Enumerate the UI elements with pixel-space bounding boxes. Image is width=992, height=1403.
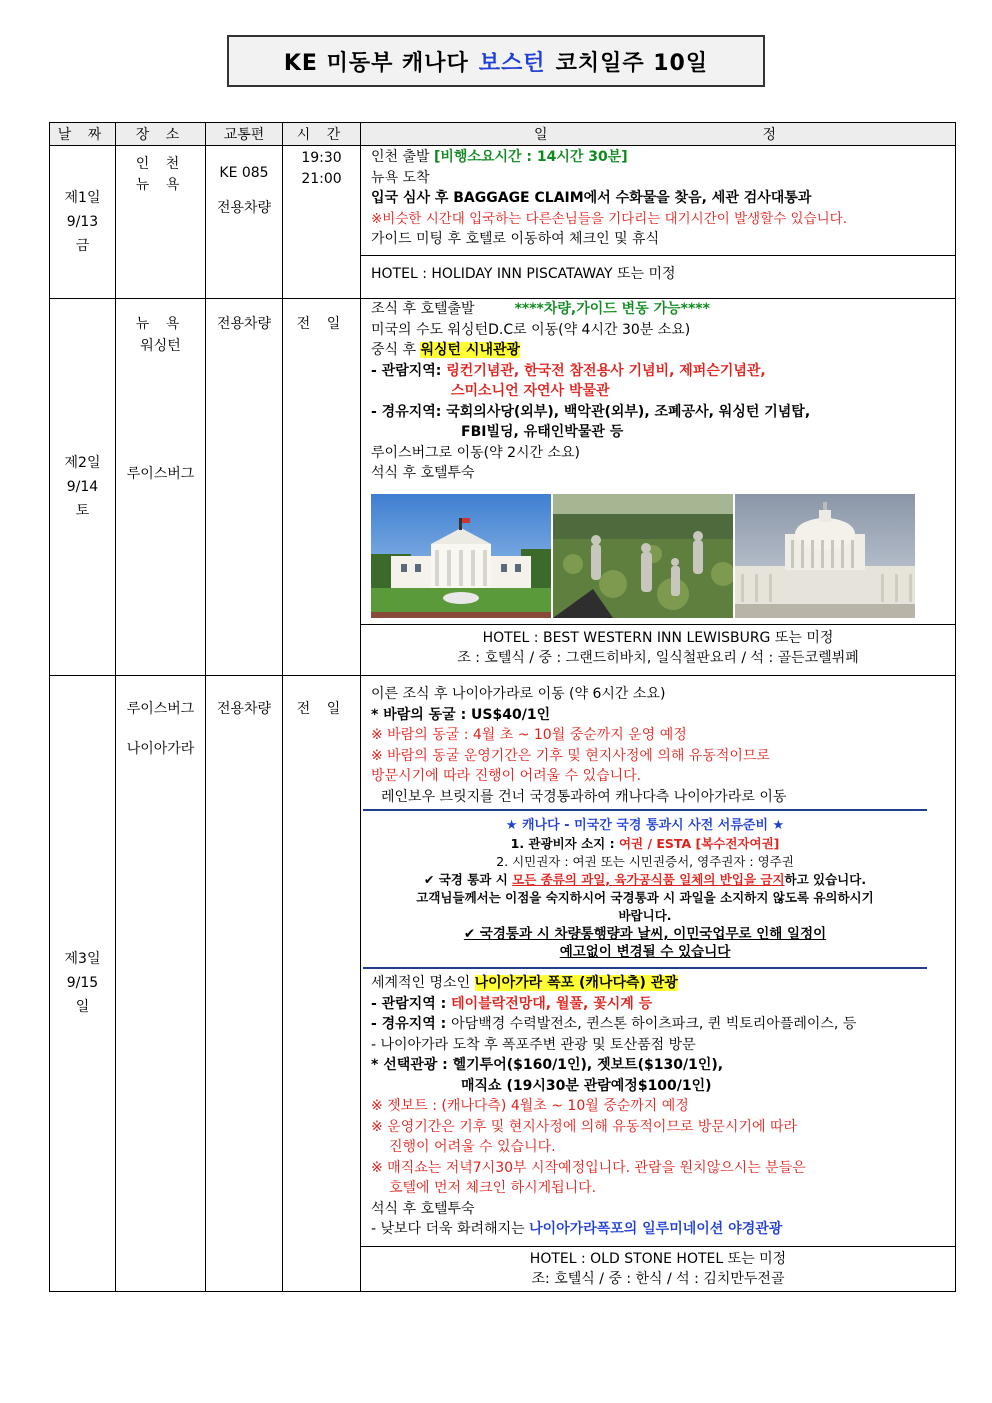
photo-strip (371, 494, 955, 618)
itinerary-table (49, 122, 956, 1292)
day3-hotel: HOTEL : OLD STONE HOTEL 또는 미정 조: 호텔식 / 중 : 한식 / 석 : 김치만두전골 (361, 1246, 955, 1291)
header-row (50, 123, 956, 146)
header-time: 시 간 (283, 123, 361, 146)
day1-row (50, 146, 956, 299)
day2-transport: 전용차량 (206, 299, 283, 676)
day2-hotel: HOTEL : BEST WESTERN INN LEWISBURG 또는 미정 조 : 호텔식 / 중 : 그랜드히바치, 일식철판요리 / 석 : 골든코렐뷔페 (361, 624, 955, 672)
header-schedule: 일 정 (361, 123, 956, 146)
capitol-building-photo (735, 494, 915, 618)
day3-time: 전 일 (283, 676, 361, 1292)
day3-date: 제3일 9/15 일 (50, 676, 116, 1292)
day3-place: 루이스버그 나이아가라 (116, 676, 206, 1292)
white-house-photo (371, 494, 551, 618)
header-place: 장 소 (116, 123, 206, 146)
border-crossing-notice: ★ 캐나다 - 미국간 국경 통과시 사전 서류준비 ★ 1. 관광비자 소지 : 여권 / ESTA [복수전자여권] 2. 시민권자 : 여권 또는 시민권증서, 영주권자 : 영주권 ✔ 국경 통과 시 모든 종류의 과일, 육가공식품 일체의 반입을 금지하고 있습니다. 고객님들께서는 이점을 숙지하시어 국경통과 시 과일을 소지하지 않도록 유의하시기 바랍니다. ✔ 국경통과 시 차량통행량과 날씨, 이민국업무로 인해 일정이 예고없이 변경될 수 있습니다 (363, 809, 927, 969)
day3-schedule: 이른 조식 후 나이아가라로 이동 (약 6시간 소요) * 바람의 동굴 : US$40/1인 ※ 바람의 동굴 : 4월 초 ~ 10월 중순까지 운영 예정 ※ 바람의 동굴 운영기간은 기후 및 현지사정에 의해 유동적이므로 방문시기에 따라 진행이 어려울 수 있습니다. 레인보우 브릿지를 건너 국경통과하여 캐나다측 나이아가라로 이동 ★ 캐나다 - 미국간 국경 통과시 사전 서류준비 ★ 1. 관광비자 소지 : 여권 / ESTA [복수전자여권] 2. 시민권자 : 여권 또는 시민권증서, 영주권자 : 영주권 ✔ 국경 통과 시 모든 종류의 과일, 육가공식품 일체의 반입을 금지하고 있습니다. 고객님들께서는 이점을 숙지하시어 국경통과 시 과일을 소지하지 않도록 유의하시기 바랍니다. ✔ 국경통과 시 차량통행량과 날씨, 이민국업무로 인해 일정이 예고없이 변경될 수 있습니다 세계적인 명소인 나이아가라 폭포 (캐나다측) 관광 - 관람지역 : 테이블락전망대, 월풀, 꽃시계 등 - 경유지역 : 아담백경 수력발전소, 퀸스톤 하이츠파크, 퀸 빅토리아플레이스, 등 - 나이아가라 도착 후 폭포주변 관광 및 토산품점 방문 * 선택관광 : 헬기투어($160/1인), 젯보트($130/1인), 매직쇼 (19시30분 관람예정$100/1인) ※ 젯보트 : (캐나다측) 4월초 ~ 10월 중순까지 예정 ※ 운영기간은 기후 및 현지사정에 의해 유동적이므로 방문시기에 따라 진행이 어려울 수 있습니다. ※ 매직쇼는 저녁7시30부 시작예정입니다. 관람을 원치않으시는 분들은 호텔에 먼저 체크인 하시게됩니다. 석식 후 호텔투숙 - 낮보다 더욱 화려해지는 나이아가라폭포의 일루미네이션 야경관광 HOTEL : OLD STONE HOTEL 또는 미정 조: 호텔식 / 중 : 한식 / 석 : 김치만두전골 (361, 676, 956, 1292)
header-transport: 교통편 (206, 123, 283, 146)
day1-hotel: HOTEL : HOLIDAY INN PISCATAWAY 또는 미정 (361, 255, 955, 294)
page-title (227, 35, 765, 87)
day1-date: 제1일 9/13 금 (50, 146, 116, 299)
day1-transport: KE 085 전용차량 (206, 146, 283, 299)
day2-date: 제2일 9/14 토 (50, 299, 116, 676)
title-prefix: KE 미동부 캐나다 (283, 50, 469, 76)
day3-row (50, 676, 956, 1292)
day2-place: 뉴 욕 워싱턴 루이스버그 (116, 299, 206, 676)
header-date: 날 짜 (50, 123, 116, 146)
day2-row (50, 299, 956, 676)
day1-place: 인 천 뉴 욕 (116, 146, 206, 299)
day1-schedule: 인천 출발 [비행소요시간 : 14시간 30분] 뉴욕 도착 입국 심사 후 BAGGAGE CLAIM에서 수화물을 찾음, 세관 검사대통과 ※비슷한 시간대 입국하는 다른손님들을 기다리는 대기시간이 발생할수 있습니다. 가이드 미팅 후 호텔로 이동하여 체크인 및 휴식 HOTEL : HOLIDAY INN PISCATAWAY 또는 미정 (361, 146, 956, 299)
korean-war-memorial-photo (553, 494, 733, 618)
day1-time: 19:30 21:00 (283, 146, 361, 299)
day3-transport: 전용차량 (206, 676, 283, 1292)
title-highlight: 보스턴 (478, 50, 546, 76)
title-suffix: 코치일주 10일 (555, 50, 709, 76)
day2-schedule: 조식 후 호텔출발 ****차량,가이드 변동 가능**** 미국의 수도 워싱턴D.C로 이동(약 4시간 30분 소요) 중식 후 워싱턴 시내관광 - 관람지역: 링컨기념관, 한국전 참전용사 기념비, 제퍼슨기념관, 스미소니언 자연사 박물관 - 경유지역: 국회의사당(외부), 백악관(외부), 조폐공사, 워싱턴 기념탑, FBI빌딩, 유태인박물관 등 루이스버그로 이동(약 2시간 소요) 석식 후 호텔투숙 HOTEL : BEST WESTERN INN LEWISBURG 또는 미정 조 : 호텔식 / 중 : 그랜드히바치, 일식철판요리 / 석 : 골든코렐뷔페 (361, 299, 956, 676)
day2-time: 전 일 (283, 299, 361, 676)
